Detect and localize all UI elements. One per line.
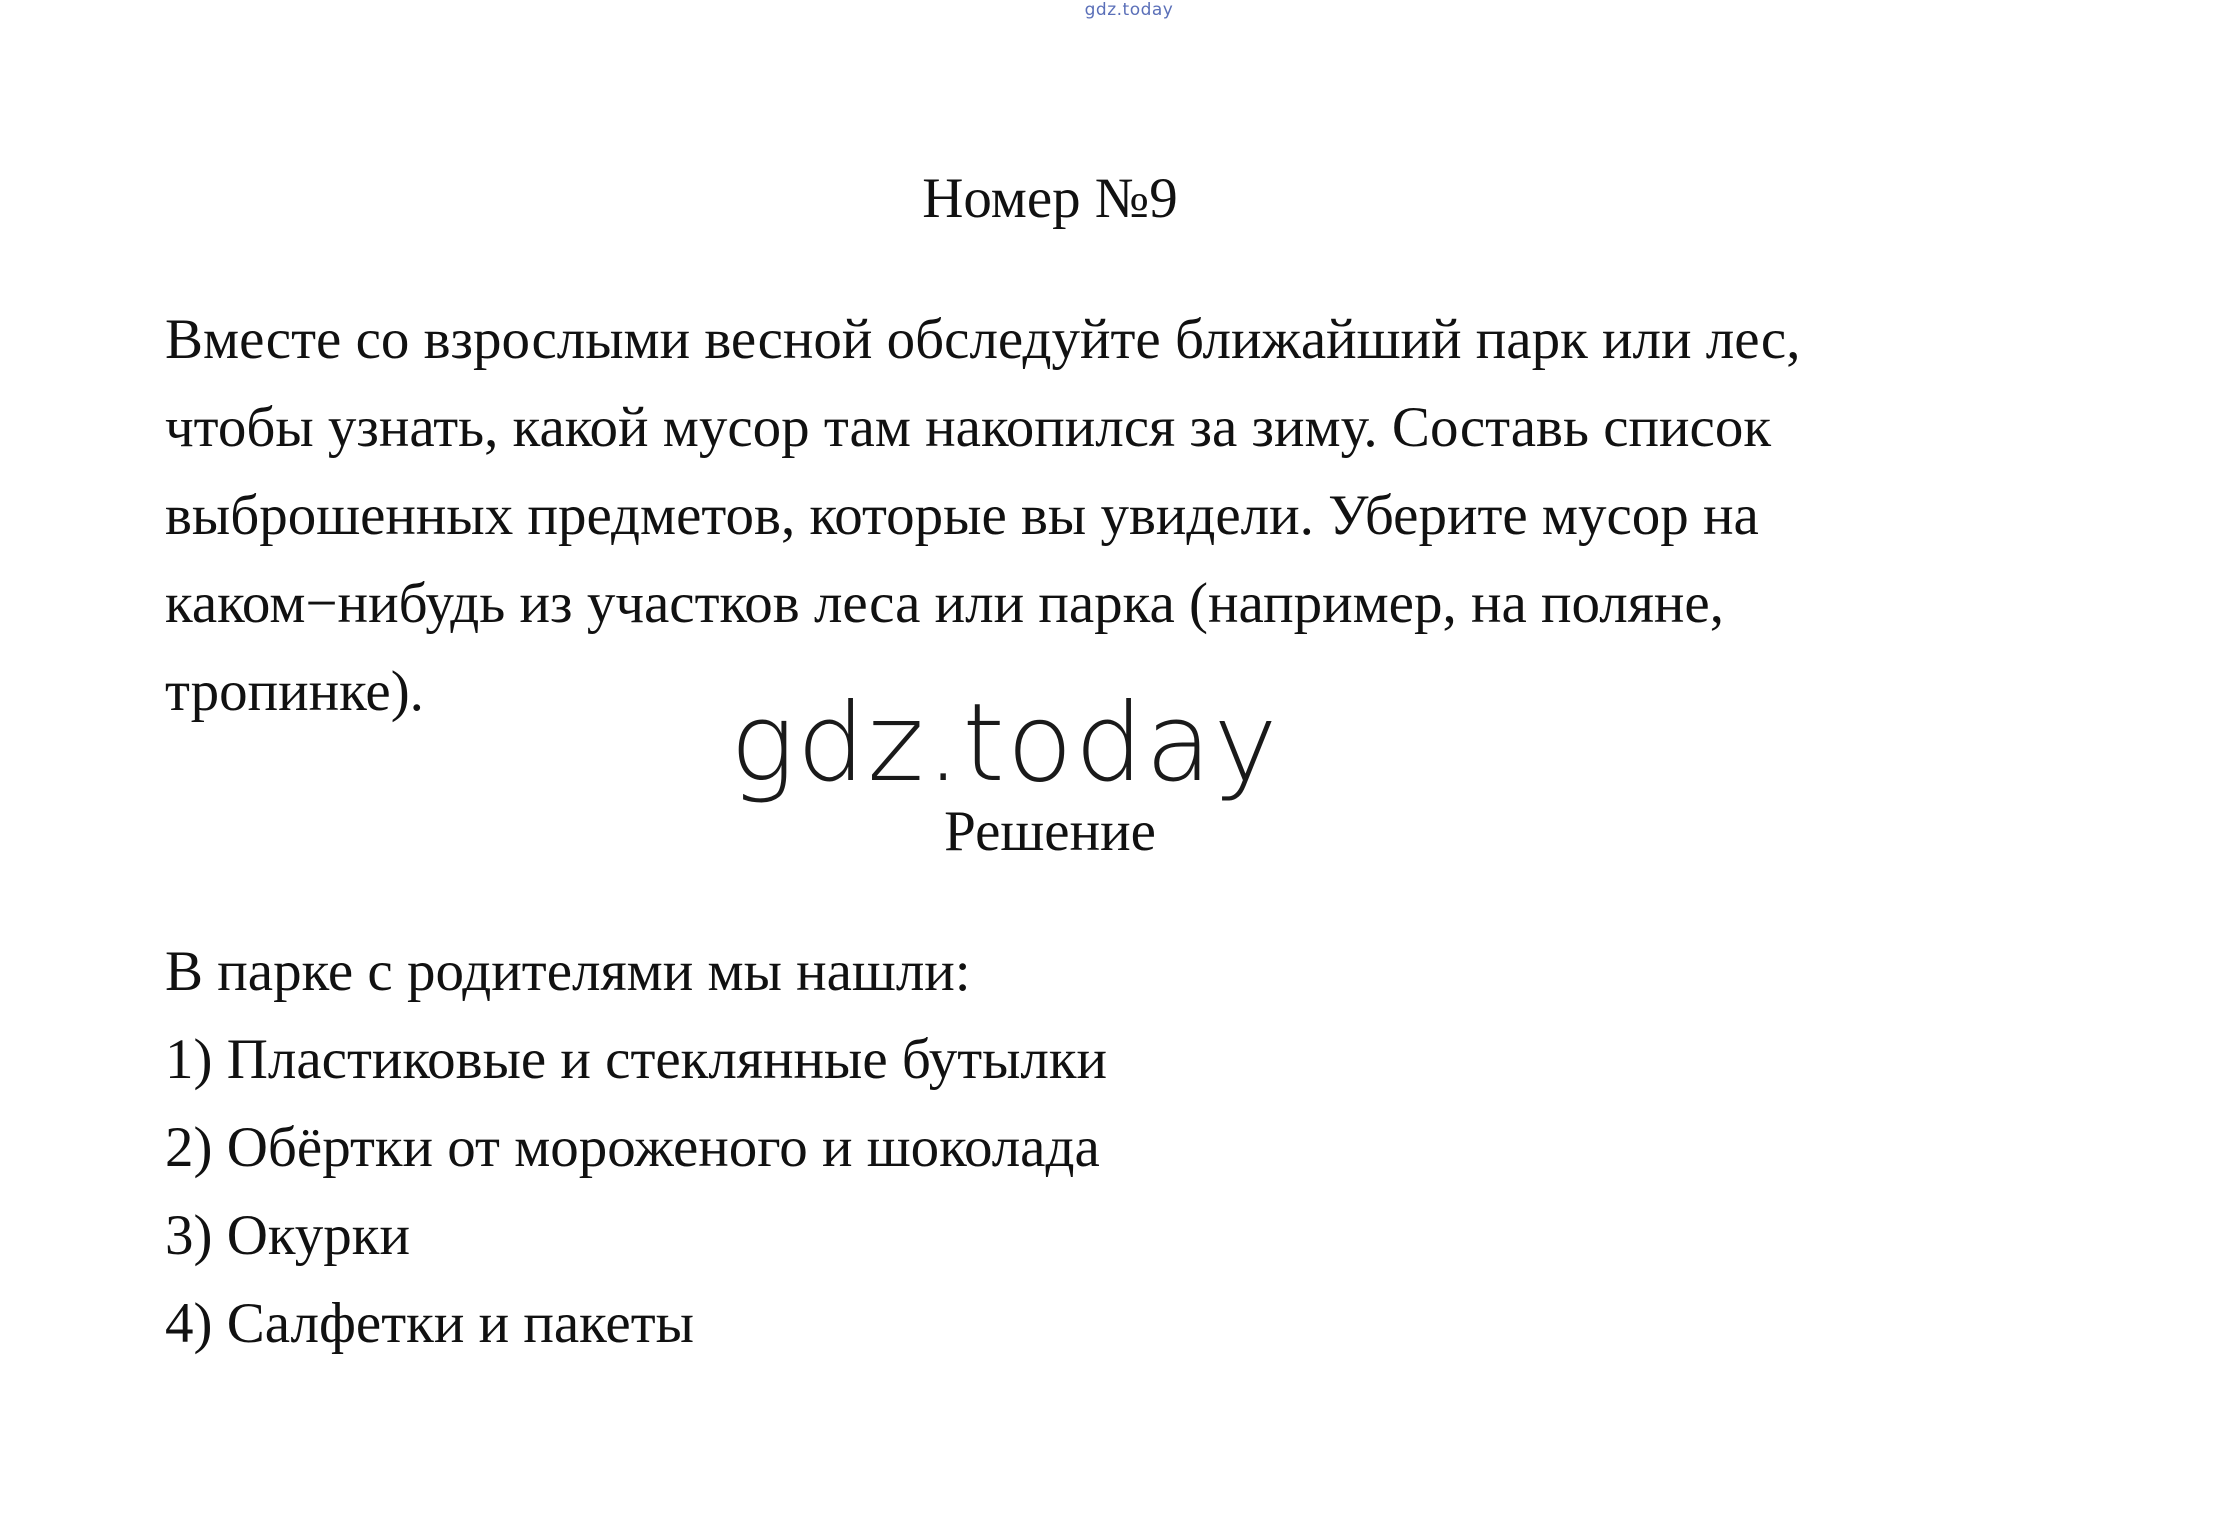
list-item: 1) Пластиковые и стеклянные бутылки bbox=[165, 1028, 1108, 1091]
header-watermark: gdz.today bbox=[1084, 0, 1174, 20]
list-item: 4) Салфетки и пакеты bbox=[165, 1292, 694, 1355]
task-text bbox=[165, 296, 1925, 736]
task-line: чтобы узнать, какой мусор там накопился за зиму. Составь список bbox=[165, 396, 1772, 459]
task-line: Вместе со взрослыми весной обследуйте ближайший парк или лес, bbox=[165, 308, 1801, 371]
answer-intro: В парке с родителями мы нашли: bbox=[165, 940, 971, 1003]
page-title: Номер №9 bbox=[922, 167, 1178, 230]
task-line: тропинке). bbox=[165, 660, 424, 723]
answer-text bbox=[165, 928, 1925, 1368]
task-line: выброшенных предметов, которые вы увидели. Уберите мусор на bbox=[165, 484, 1759, 547]
solution-heading: Решение bbox=[944, 800, 1156, 863]
list-item: 2) Обёртки от мороженого и шоколада bbox=[165, 1116, 1100, 1179]
task-line: каком−нибудь из участков леса или парка (например, на поляне, bbox=[165, 572, 1724, 635]
list-item: 3) Окурки bbox=[165, 1204, 410, 1267]
site-watermark: gdz.today bbox=[730, 681, 1280, 806]
